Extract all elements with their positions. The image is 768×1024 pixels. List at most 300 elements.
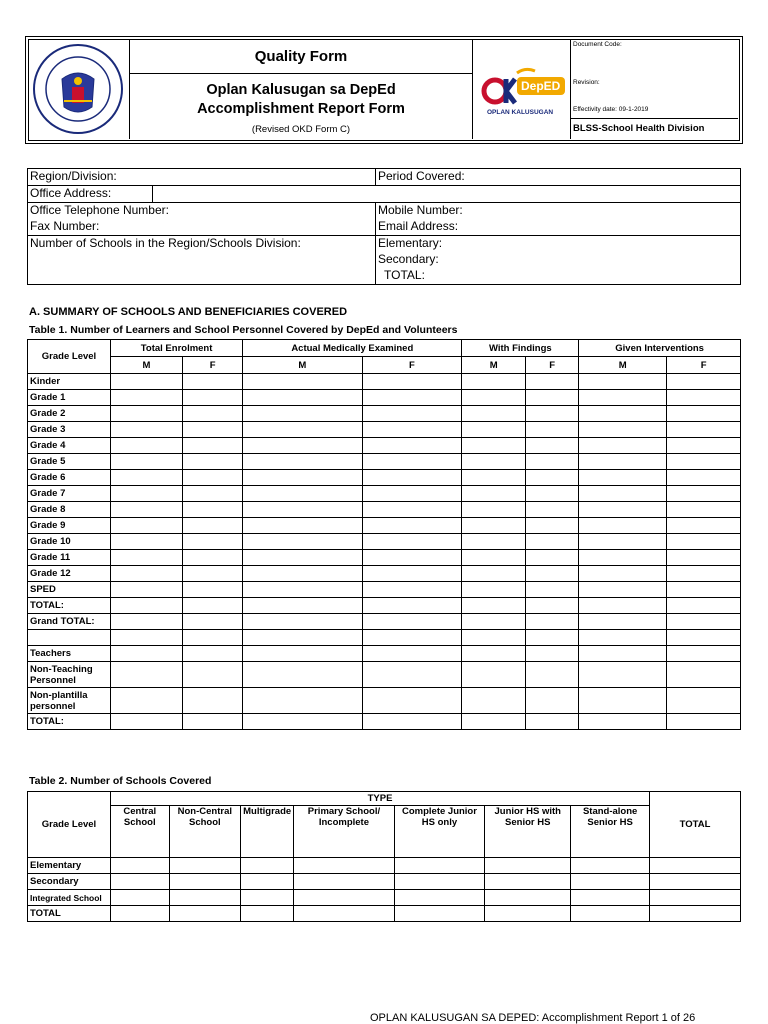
data-cell[interactable] (485, 890, 571, 906)
data-cell[interactable] (667, 454, 741, 470)
total-enrolment-header: Total Enrolment (111, 340, 243, 357)
data-cell[interactable] (667, 486, 741, 502)
data-cell[interactable] (182, 422, 242, 438)
elementary-field: Elementary: (376, 236, 741, 253)
data-cell[interactable] (650, 874, 741, 890)
table-row (28, 470, 741, 486)
data-cell[interactable] (241, 890, 294, 906)
data-cell[interactable] (243, 688, 362, 714)
data-cell[interactable] (169, 874, 241, 890)
data-cell[interactable] (579, 422, 667, 438)
table-row (28, 906, 741, 922)
data-cell[interactable] (525, 598, 578, 614)
data-cell[interactable] (579, 502, 667, 518)
data-cell[interactable] (485, 874, 571, 890)
sex-f-header: F (362, 357, 462, 374)
row-label: Grade 3 (28, 422, 111, 438)
okd-logo-caption: OPLAN KALUSUGAN (487, 109, 554, 116)
data-cell[interactable] (462, 486, 526, 502)
data-cell[interactable] (525, 374, 578, 390)
data-cell[interactable] (243, 406, 362, 422)
data-cell[interactable] (111, 630, 183, 646)
data-cell[interactable] (111, 534, 183, 550)
data-cell[interactable] (362, 454, 462, 470)
data-cell[interactable] (667, 646, 741, 662)
table1-caption: Table 1. Number of Learners and School Personnel Covered by DepEd and Volunteers (29, 324, 458, 336)
data-cell[interactable] (462, 390, 526, 406)
table-row (28, 630, 741, 646)
data-cell[interactable] (667, 582, 741, 598)
data-cell[interactable] (462, 646, 526, 662)
data-cell[interactable] (111, 566, 183, 582)
data-cell[interactable] (667, 390, 741, 406)
row-label: Grade 4 (28, 438, 111, 454)
data-cell[interactable] (362, 470, 462, 486)
table2-caption: Table 2. Number of Schools Covered (29, 775, 212, 787)
sex-f-header: F (182, 357, 242, 374)
row-label: Grade 8 (28, 502, 111, 518)
data-cell[interactable] (362, 534, 462, 550)
data-cell[interactable] (111, 422, 183, 438)
data-cell[interactable] (111, 406, 183, 422)
data-cell[interactable] (111, 714, 183, 730)
data-cell[interactable] (525, 502, 578, 518)
data-cell[interactable] (462, 422, 526, 438)
data-cell[interactable] (525, 454, 578, 470)
data-cell[interactable] (294, 874, 395, 890)
grade-level-header: Grade Level (28, 340, 111, 374)
table-row (28, 614, 741, 630)
data-cell[interactable] (182, 502, 242, 518)
data-cell[interactable] (571, 890, 650, 906)
okd-logo-text: DepED (521, 79, 561, 93)
form-title-line2: Accomplishment Report Form (197, 101, 405, 117)
data-cell[interactable] (667, 566, 741, 582)
data-cell[interactable] (525, 438, 578, 454)
data-cell[interactable] (362, 630, 462, 646)
data-cell[interactable] (579, 582, 667, 598)
sex-f-header: F (667, 357, 741, 374)
table-row (28, 422, 741, 438)
row-label: SPED (28, 582, 111, 598)
table-row (28, 890, 741, 906)
row-label: Grade 2 (28, 406, 111, 422)
data-cell[interactable] (111, 550, 183, 566)
sex-m-header: M (462, 357, 526, 374)
data-cell[interactable] (650, 858, 741, 874)
data-cell[interactable] (362, 582, 462, 598)
data-cell[interactable] (182, 582, 242, 598)
data-cell[interactable] (525, 688, 578, 714)
data-cell[interactable] (182, 550, 242, 566)
row-label: Non-plantilla personnel (28, 688, 111, 714)
data-cell[interactable] (579, 550, 667, 566)
table-row (28, 518, 741, 534)
data-cell[interactable] (525, 662, 578, 688)
data-cell[interactable] (241, 874, 294, 890)
data-cell[interactable] (579, 688, 667, 714)
data-cell[interactable] (182, 486, 242, 502)
data-cell[interactable] (579, 614, 667, 630)
data-cell[interactable] (362, 390, 462, 406)
data-cell[interactable] (485, 858, 571, 874)
data-cell[interactable] (579, 438, 667, 454)
table-row (28, 550, 741, 566)
data-cell[interactable] (667, 630, 741, 646)
data-cell[interactable] (182, 406, 242, 422)
data-cell[interactable] (169, 890, 241, 906)
table-row (28, 688, 741, 714)
data-cell[interactable] (182, 630, 242, 646)
data-cell[interactable] (667, 422, 741, 438)
data-cell[interactable] (243, 550, 362, 566)
data-cell[interactable] (462, 630, 526, 646)
mobile-field: Mobile Number: (376, 203, 741, 220)
data-cell[interactable] (182, 438, 242, 454)
data-cell[interactable] (362, 714, 462, 730)
data-cell[interactable] (111, 374, 183, 390)
sex-m-header: M (111, 357, 183, 374)
data-cell[interactable] (243, 614, 362, 630)
table-row (28, 502, 741, 518)
data-cell[interactable] (362, 550, 462, 566)
data-cell[interactable] (394, 906, 485, 922)
school-type-header: Complete Junior HS only (394, 806, 485, 858)
data-cell[interactable] (243, 582, 362, 598)
sex-f-header: F (525, 357, 578, 374)
data-cell[interactable] (579, 470, 667, 486)
data-cell[interactable] (650, 906, 741, 922)
data-cell[interactable] (362, 662, 462, 688)
row-label: TOTAL (28, 906, 111, 922)
data-cell[interactable] (243, 518, 362, 534)
row-label: TOTAL: (28, 598, 111, 614)
data-cell[interactable] (243, 422, 362, 438)
data-cell[interactable] (667, 688, 741, 714)
row-label: Grade 5 (28, 454, 111, 470)
revision-label: Revision: (573, 79, 600, 86)
medically-examined-header: Actual Medically Examined (243, 340, 462, 357)
data-cell[interactable] (182, 598, 242, 614)
data-cell[interactable] (362, 422, 462, 438)
data-cell[interactable] (462, 550, 526, 566)
data-cell[interactable] (650, 890, 741, 906)
data-cell[interactable] (243, 502, 362, 518)
data-cell[interactable] (243, 566, 362, 582)
data-cell[interactable] (394, 890, 485, 906)
data-cell[interactable] (243, 374, 362, 390)
data-cell[interactable] (243, 454, 362, 470)
data-cell[interactable] (111, 688, 183, 714)
data-cell[interactable] (241, 906, 294, 922)
table-row (28, 714, 741, 730)
data-cell[interactable] (111, 454, 183, 470)
row-label: Secondary (28, 874, 111, 890)
data-cell[interactable] (462, 470, 526, 486)
row-label: Grade 10 (28, 534, 111, 550)
data-cell[interactable] (241, 858, 294, 874)
data-cell[interactable] (579, 662, 667, 688)
data-cell[interactable] (525, 406, 578, 422)
data-cell[interactable] (294, 890, 395, 906)
data-cell[interactable] (362, 598, 462, 614)
data-cell[interactable] (525, 422, 578, 438)
data-cell[interactable] (462, 582, 526, 598)
data-cell[interactable] (394, 858, 485, 874)
row-label: Grade 9 (28, 518, 111, 534)
data-cell[interactable] (667, 518, 741, 534)
email-field: Email Address: (376, 219, 741, 236)
data-cell[interactable] (111, 518, 183, 534)
data-cell[interactable] (111, 874, 170, 890)
data-cell[interactable] (579, 406, 667, 422)
type-header: TYPE (111, 792, 650, 806)
table-row (28, 858, 741, 874)
data-cell[interactable] (462, 614, 526, 630)
data-cell[interactable] (243, 714, 362, 730)
data-cell[interactable] (525, 714, 578, 730)
data-cell[interactable] (243, 438, 362, 454)
data-cell[interactable] (169, 906, 241, 922)
data-cell[interactable] (579, 534, 667, 550)
data-cell[interactable] (579, 714, 667, 730)
data-cell[interactable] (243, 534, 362, 550)
office-address-value (153, 186, 741, 203)
telephone-field: Office Telephone Number: (28, 203, 376, 220)
data-cell[interactable] (182, 714, 242, 730)
data-cell[interactable] (667, 534, 741, 550)
data-cell[interactable] (525, 470, 578, 486)
data-cell[interactable] (182, 688, 242, 714)
data-cell[interactable] (579, 566, 667, 582)
data-cell[interactable] (362, 614, 462, 630)
data-cell[interactable] (462, 566, 526, 582)
data-cell[interactable] (111, 890, 170, 906)
table-row (28, 438, 741, 454)
row-label: Kinder (28, 374, 111, 390)
data-cell[interactable] (182, 518, 242, 534)
data-cell[interactable] (667, 550, 741, 566)
sex-m-header: M (243, 357, 362, 374)
data-cell[interactable] (579, 390, 667, 406)
table-row (28, 486, 741, 502)
row-label: Grade 1 (28, 390, 111, 406)
table-row (28, 662, 741, 688)
row-label: Grand TOTAL: (28, 614, 111, 630)
sex-m-header: M (579, 357, 667, 374)
period-field: Period Covered: (376, 169, 741, 186)
given-interventions-header: Given Interventions (579, 340, 741, 357)
data-cell[interactable] (525, 614, 578, 630)
data-cell[interactable] (182, 614, 242, 630)
data-cell[interactable] (243, 470, 362, 486)
school-type-header: Junior HS with Senior HS (485, 806, 571, 858)
data-cell[interactable] (667, 502, 741, 518)
data-cell[interactable] (571, 874, 650, 890)
data-cell[interactable] (579, 486, 667, 502)
table-row (28, 454, 741, 470)
data-cell[interactable] (525, 646, 578, 662)
data-cell[interactable] (182, 374, 242, 390)
data-cell[interactable] (462, 518, 526, 534)
data-cell[interactable] (525, 390, 578, 406)
data-cell[interactable] (579, 454, 667, 470)
data-cell[interactable] (462, 406, 526, 422)
data-cell[interactable] (169, 858, 241, 874)
data-cell[interactable] (111, 906, 170, 922)
section-a-heading: A. SUMMARY OF SCHOOLS AND BENEFICIARIES COVERED (29, 306, 348, 318)
table-row (28, 582, 741, 598)
data-cell[interactable] (111, 470, 183, 486)
data-cell[interactable] (111, 390, 183, 406)
data-cell[interactable] (111, 486, 183, 502)
row-label (28, 630, 111, 646)
table-row (28, 390, 741, 406)
row-label: Teachers (28, 646, 111, 662)
form-subtitle: (Revised OKD Form C) (251, 124, 351, 135)
data-cell[interactable] (667, 470, 741, 486)
data-cell[interactable] (243, 486, 362, 502)
school-type-header: Primary School/ Incomplete (294, 806, 395, 858)
row-label: Grade 11 (28, 550, 111, 566)
data-cell[interactable] (667, 614, 741, 630)
data-cell[interactable] (462, 502, 526, 518)
data-cell[interactable] (667, 714, 741, 730)
data-cell[interactable] (462, 438, 526, 454)
row-label: Integrated School (28, 890, 111, 906)
data-cell[interactable] (111, 438, 183, 454)
data-cell[interactable] (667, 662, 741, 688)
data-cell[interactable] (362, 438, 462, 454)
data-cell[interactable] (525, 582, 578, 598)
data-cell[interactable] (525, 566, 578, 582)
data-cell[interactable] (394, 874, 485, 890)
document-code-label: Document Code: (573, 41, 622, 48)
data-cell[interactable] (111, 614, 183, 630)
data-cell[interactable] (294, 858, 395, 874)
data-cell[interactable] (111, 582, 183, 598)
data-cell[interactable] (243, 598, 362, 614)
okd-logo-cell (473, 39, 571, 139)
form-title-line1: Oplan Kalusugan sa DepEd (206, 82, 396, 98)
data-cell[interactable] (362, 486, 462, 502)
data-cell[interactable] (579, 518, 667, 534)
data-cell[interactable] (243, 390, 362, 406)
row-label: Non-Teaching Personnel (28, 662, 111, 688)
data-cell[interactable] (111, 858, 170, 874)
row-label: Grade 6 (28, 470, 111, 486)
data-cell[interactable] (462, 374, 526, 390)
table-row (28, 374, 741, 390)
effectivity-date: Effectivity date: 09-1-2019 (573, 106, 649, 113)
data-cell[interactable] (182, 470, 242, 486)
data-cell[interactable] (111, 502, 183, 518)
division-label: BLSS-School Health Division (573, 123, 705, 134)
school-type-header: Stand-alone Senior HS (571, 806, 650, 858)
meta-divider (571, 118, 738, 119)
total-header: TOTAL (650, 792, 741, 858)
data-cell[interactable] (182, 454, 242, 470)
data-cell[interactable] (111, 662, 183, 688)
quality-form-title: Quality Form (130, 39, 472, 74)
schools-total-field: TOTAL: (376, 268, 741, 285)
schools-table (27, 791, 741, 922)
row-label: Elementary (28, 858, 111, 874)
data-cell[interactable] (462, 688, 526, 714)
data-cell[interactable] (525, 518, 578, 534)
data-cell[interactable] (485, 906, 571, 922)
data-cell[interactable] (362, 518, 462, 534)
data-cell[interactable] (182, 566, 242, 582)
with-findings-header: With Findings (462, 340, 579, 357)
num-schools-field: Number of Schools in the Region/Schools Division: (28, 236, 376, 285)
data-cell[interactable] (362, 374, 462, 390)
data-cell[interactable] (579, 646, 667, 662)
table-row (28, 646, 741, 662)
data-cell[interactable] (579, 630, 667, 646)
data-cell[interactable] (243, 630, 362, 646)
data-cell[interactable] (667, 598, 741, 614)
data-cell[interactable] (362, 406, 462, 422)
data-cell[interactable] (243, 646, 362, 662)
data-cell[interactable] (462, 662, 526, 688)
data-cell[interactable] (525, 534, 578, 550)
data-cell[interactable] (362, 688, 462, 714)
data-cell[interactable] (182, 646, 242, 662)
deped-seal-icon (28, 39, 129, 139)
data-cell[interactable] (294, 906, 395, 922)
data-cell[interactable] (579, 598, 667, 614)
data-cell[interactable] (571, 858, 650, 874)
data-cell[interactable] (182, 390, 242, 406)
page-footer: OPLAN KALUSUGAN SA DEPED: Accomplishment Report 1 of 26 (370, 1012, 696, 1024)
data-cell[interactable] (667, 438, 741, 454)
table-row (28, 598, 741, 614)
table-row (28, 406, 741, 422)
fax-field: Fax Number: (28, 219, 376, 236)
data-cell[interactable] (579, 374, 667, 390)
row-label: Grade 7 (28, 486, 111, 502)
data-cell[interactable] (667, 374, 741, 390)
data-cell[interactable] (111, 646, 183, 662)
data-cell[interactable] (462, 534, 526, 550)
data-cell[interactable] (182, 662, 242, 688)
data-cell[interactable] (571, 906, 650, 922)
data-cell[interactable] (525, 486, 578, 502)
data-cell[interactable] (362, 566, 462, 582)
data-cell[interactable] (525, 630, 578, 646)
office-address-field: Office Address: (28, 186, 153, 203)
row-label: Grade 12 (28, 566, 111, 582)
info-table (27, 168, 741, 285)
school-type-header: Central School (111, 806, 170, 858)
data-cell[interactable] (362, 502, 462, 518)
deped-seal-cell (28, 39, 130, 139)
data-cell[interactable] (462, 454, 526, 470)
table-row (28, 566, 741, 582)
data-cell[interactable] (182, 534, 242, 550)
data-cell[interactable] (362, 646, 462, 662)
data-cell[interactable] (462, 714, 526, 730)
data-cell[interactable] (462, 598, 526, 614)
data-cell[interactable] (243, 662, 362, 688)
t2-grade-level-header: Grade Level (28, 792, 111, 858)
data-cell[interactable] (667, 406, 741, 422)
data-cell[interactable] (525, 550, 578, 566)
table-row (28, 534, 741, 550)
learners-table (27, 339, 741, 730)
data-cell[interactable] (111, 598, 183, 614)
